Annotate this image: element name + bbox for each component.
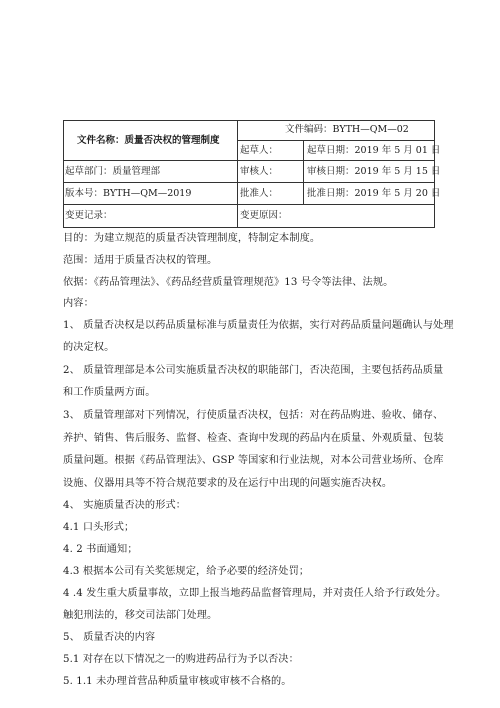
table-rule — [63, 182, 435, 183]
section-4-heading: 4、 实施质量否决的形式： — [63, 500, 187, 511]
reviewer-label-cell: 审核人： — [240, 166, 279, 177]
table-rule — [237, 120, 238, 228]
section-4-2: 4. 2 书面通知； — [63, 544, 138, 555]
table-border-left — [63, 120, 64, 228]
basis-paragraph: 依据：《药品管理法》、《药品经营质量管理规范》13 号令等法律、法规。 — [63, 277, 394, 288]
table-rule — [303, 140, 304, 205]
section-4-1: 4.1 口头形式； — [63, 522, 135, 533]
version-cell: 版本号：BYTH—QM—2019 — [65, 188, 192, 199]
table-rule — [63, 204, 435, 205]
draft-dept-cell: 起草部门：质量管理部 — [65, 166, 161, 177]
table-border-bottom — [63, 227, 435, 228]
draft-date-cell: 起草日期：2019 年 5 月 01 日 — [307, 145, 441, 156]
change-reason-cell: 变更原因： — [240, 210, 288, 221]
section-4-4-line-1: 4 .4 发生重大质量事故，立即上报当地药品监督管理局，并对责任人给予行政处分。 — [63, 588, 447, 599]
section-3-line-2: 养护、销售、售后服务、监督、检查、查询中发现的药品内在质量、外观质量、包装 — [63, 433, 444, 444]
purpose-paragraph: 目的：为建立规范的质量否决管理制度，特制定本制度。 — [63, 233, 321, 244]
change-record-cell: 变更记录： — [65, 210, 113, 221]
document-header-table — [63, 120, 441, 228]
section-2-line-2: 和工作质量两方面。 — [63, 387, 156, 398]
table-rule — [63, 160, 435, 161]
doc-name-cell: 文件名称：质量否决权的管理制度 — [77, 135, 220, 146]
table-border-top — [63, 120, 435, 121]
section-3-line-1: 3、 质量管理部对下列情况，行使质量否决权，包括：对在药品购进、验收、储存、 — [63, 410, 444, 421]
section-5-heading: 5、 质量否决的内容 — [63, 632, 156, 643]
section-5-1: 5.1 对存在以下情况之一的购进药品行为予以否决： — [63, 654, 299, 665]
section-3-line-4: 设施、仪器用具等不符合规范要求的及在运行中出现的问题实施否决权。 — [63, 478, 393, 489]
section-1-line-1: 1、 质量否决权是以药品质量标准与质量责任为依据，实行对药品质量问题确认与处理 — [63, 320, 454, 331]
scope-paragraph: 范围：适用于质量否决权的管理。 — [63, 255, 218, 266]
section-3-line-3: 质量问题。根据《药品管理法》、GSP 等国家和行业法规，对本公司营业场所、仓库 — [63, 455, 444, 466]
review-date-cell: 审核日期：2019 年 5 月 15 日 — [307, 166, 441, 177]
drafter-label-cell: 起草人： — [240, 145, 279, 156]
section-2-line-1: 2、 质量管理部是本公司实施质量否决权的职能部门，否决范围，主要包括药品质量 — [63, 365, 444, 376]
approve-date-cell: 批准日期：2019 年 5 月 20 日 — [307, 188, 441, 199]
content-heading: 内容： — [63, 298, 94, 309]
section-1-line-2: 的决定权。 — [63, 342, 115, 353]
table-rule — [237, 140, 435, 141]
section-4-4-line-2: 触犯刑法的，移交司法部门处理。 — [63, 610, 218, 621]
section-4-3: 4.3 根据本公司有关奖惩规定，给予必要的经济处罚； — [63, 566, 310, 577]
section-5-1-1: 5. 1.1 未办理首营品种质量审核或审核不合格的。 — [63, 676, 292, 687]
doc-code-cell: 文件编码：BYTH—QM—02 — [285, 124, 409, 135]
approver-label-cell: 批准人： — [240, 188, 279, 199]
